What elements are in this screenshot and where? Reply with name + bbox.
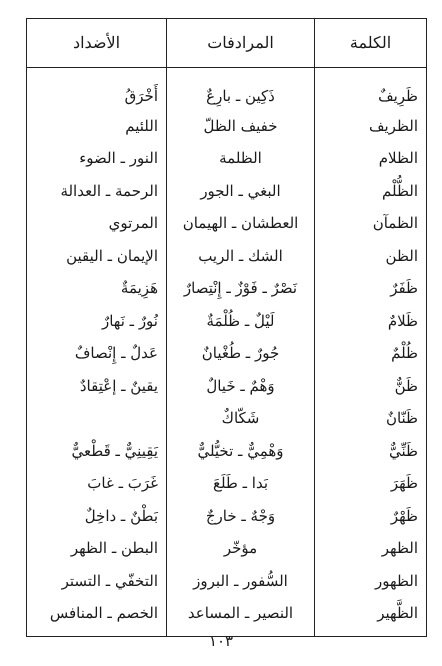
synonyms-cell: البغي ـ الجور [167,175,315,208]
synonyms-cell: الظلمة [167,143,315,176]
word-cell: ظَفَرٌ [315,273,427,306]
word-cell: الظلام [315,143,427,176]
antonyms-cell: عَدلٌ ـ إِنْصافٌ [27,338,167,371]
antonyms-cell: بَطْنٌ ـ داخِلٌ [27,500,167,533]
synonyms-antonyms-table [26,18,427,637]
word-cell: الظن [315,240,427,273]
table-row [27,598,427,637]
antonyms-cell: الإيمان ـ اليقين [27,240,167,273]
synonyms-cell: لَيْلٌ ـ ظُلْمَةٌ [167,305,315,338]
antonyms-cell: البطن ـ الظهر [27,533,167,566]
synonyms-cell: السُّفور ـ البروز [167,565,315,598]
synonyms-cell: بَدا ـ طَلَعَ [167,468,315,501]
word-cell: ظَنّانٌ [315,403,427,436]
header-antonyms: الأضداد [27,19,167,68]
table-row [27,370,427,403]
word-cell: ظُلْمٌ [315,338,427,371]
table-row [27,110,427,143]
synonyms-cell: النصير ـ المساعد [167,598,315,637]
table-row [27,273,427,306]
synonyms-cell: العطشان ـ الهيمان [167,208,315,241]
word-cell: الظريف [315,110,427,143]
table-row [27,533,427,566]
synonyms-cell: جُورٌ ـ طُغْيانٌ [167,338,315,371]
word-cell: الظُّلْم [315,175,427,208]
word-cell: ظَلامٌ [315,305,427,338]
synonyms-cell: ذَكِين ـ بارِعٌ [167,68,315,111]
antonyms-cell: غَرَبَ ـ غابَ [27,468,167,501]
table-row [27,435,427,468]
header-synonyms: المرادفات [167,19,315,68]
antonyms-cell: اللئيم [27,110,167,143]
antonyms-cell: التخفّي ـ التستر [27,565,167,598]
antonyms-cell: الرحمة ـ العدالة [27,175,167,208]
synonyms-cell: شَكّاكٌ [167,403,315,436]
word-cell: الظمآن [315,208,427,241]
table-body [27,68,427,637]
table-row [27,468,427,501]
antonyms-cell: يَقِينِيٌّ ـ قَطْعيٌّ [27,435,167,468]
table-row [27,208,427,241]
antonyms-cell: المرتوي [27,208,167,241]
synonyms-cell: وَهْمٌ ـ خَيالٌ [167,370,315,403]
table-row [27,565,427,598]
header-word: الكلمة [315,19,427,68]
word-cell: ظَرِيفٌ [315,68,427,111]
table-row [27,68,427,111]
word-cell: الظهر [315,533,427,566]
table-row [27,175,427,208]
synonyms-cell: وَجْهٌ ـ خارجٌ [167,500,315,533]
word-cell: ظَهَرَ [315,468,427,501]
word-cell: الظَّهير [315,598,427,637]
table-row [27,305,427,338]
word-cell: ظَهْرٌ [315,500,427,533]
word-cell: ظَنٌّ [315,370,427,403]
table-row [27,403,427,436]
word-cell: ظَنِّيٌّ [315,435,427,468]
antonyms-cell: النور ـ الضوء [27,143,167,176]
table-row [27,338,427,371]
page-number: ١٠٣ [208,632,234,650]
synonyms-cell: الشك ـ الريب [167,240,315,273]
antonyms-cell: الخصم ـ المنافس [27,598,167,637]
table-row [27,500,427,533]
synonyms-cell: خفيف الظلّ [167,110,315,143]
table-row [27,240,427,273]
synonyms-cell: نَصْرٌ ـ فَوْزٌ ـ إِنْتِصارٌ [167,273,315,306]
table-header-row [27,19,427,68]
antonyms-cell: يقينٌ ـ إعْتِقادٌ [27,370,167,403]
antonyms-cell: هَزِيمَةٌ [27,273,167,306]
word-cell: الظهور [315,565,427,598]
antonyms-cell: أَخْرَقُ [27,68,167,111]
table-row [27,143,427,176]
synonyms-cell: مؤخّر [167,533,315,566]
antonyms-cell: نُورٌ ـ نَهارٌ [27,305,167,338]
antonyms-cell [27,403,167,436]
synonyms-cell: وَهْمِيٌّ ـ تخيُّليٌّ [167,435,315,468]
